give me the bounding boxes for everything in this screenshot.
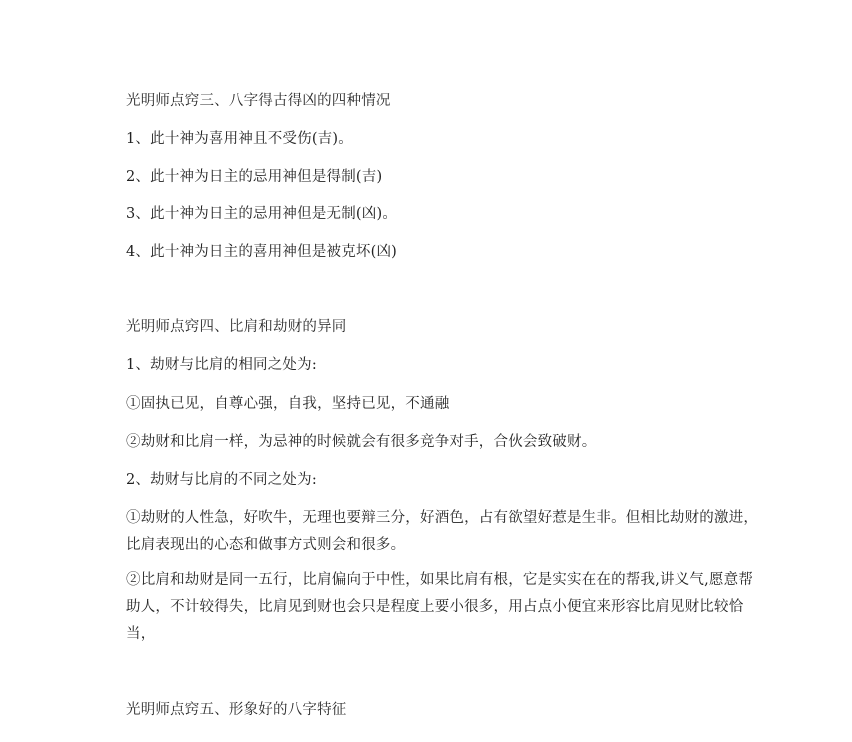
section-4-item-4: 2、劫财与比肩的不同之处为:	[126, 472, 317, 488]
section-4-item-3: ②劫财和比肩一样，为忌神的时候就会有很多竞争对手，合伙会致破财。	[126, 434, 597, 450]
section-4-item-5: ①劫财的人性急，好吹牛，无理也要辩三分，好酒色，占有欲望好惹是生非。但相比劫财的激进，比肩表现出的心态和做事方式则会和很多。	[126, 510, 759, 553]
section-4-heading: 光明师点窍四、比肩和劫财的异同	[126, 319, 347, 335]
section-4-item-1: 1、劫财与比肩的相同之处为:	[126, 357, 317, 373]
section-4-item-2: ①固执已见，自尊心强，自我，坚持已见，不通融	[126, 396, 450, 412]
section-5-heading: 光明师点窍五、形象好的八字特征	[126, 702, 347, 718]
section-3-heading: 光明师点窍三、八字得古得凶的四种情况	[126, 93, 391, 109]
section-3-item-2: 2、此十神为日主的忌用神但是得制(吉)	[126, 169, 383, 185]
section-3-item-3: 3、此十神为日主的忌用神但是无制(凶)。	[126, 206, 398, 222]
section-3-item-1: 1、此十神为喜用神且不受伤(吉)。	[126, 131, 353, 147]
section-3-item-4: 4、此十神为日主的喜用神但是被克坏(凶)	[126, 244, 398, 260]
section-4-item-6: ②比肩和劫财是同一五行，比肩偏向于中性，如果比肩有根，它是实实在在的帮我,讲义气,愿意帮助人，不计较得失，比肩见到财也会只是程度上要小很多，用占点小便宜来形容比肩见财比较恰当，	[126, 572, 754, 642]
